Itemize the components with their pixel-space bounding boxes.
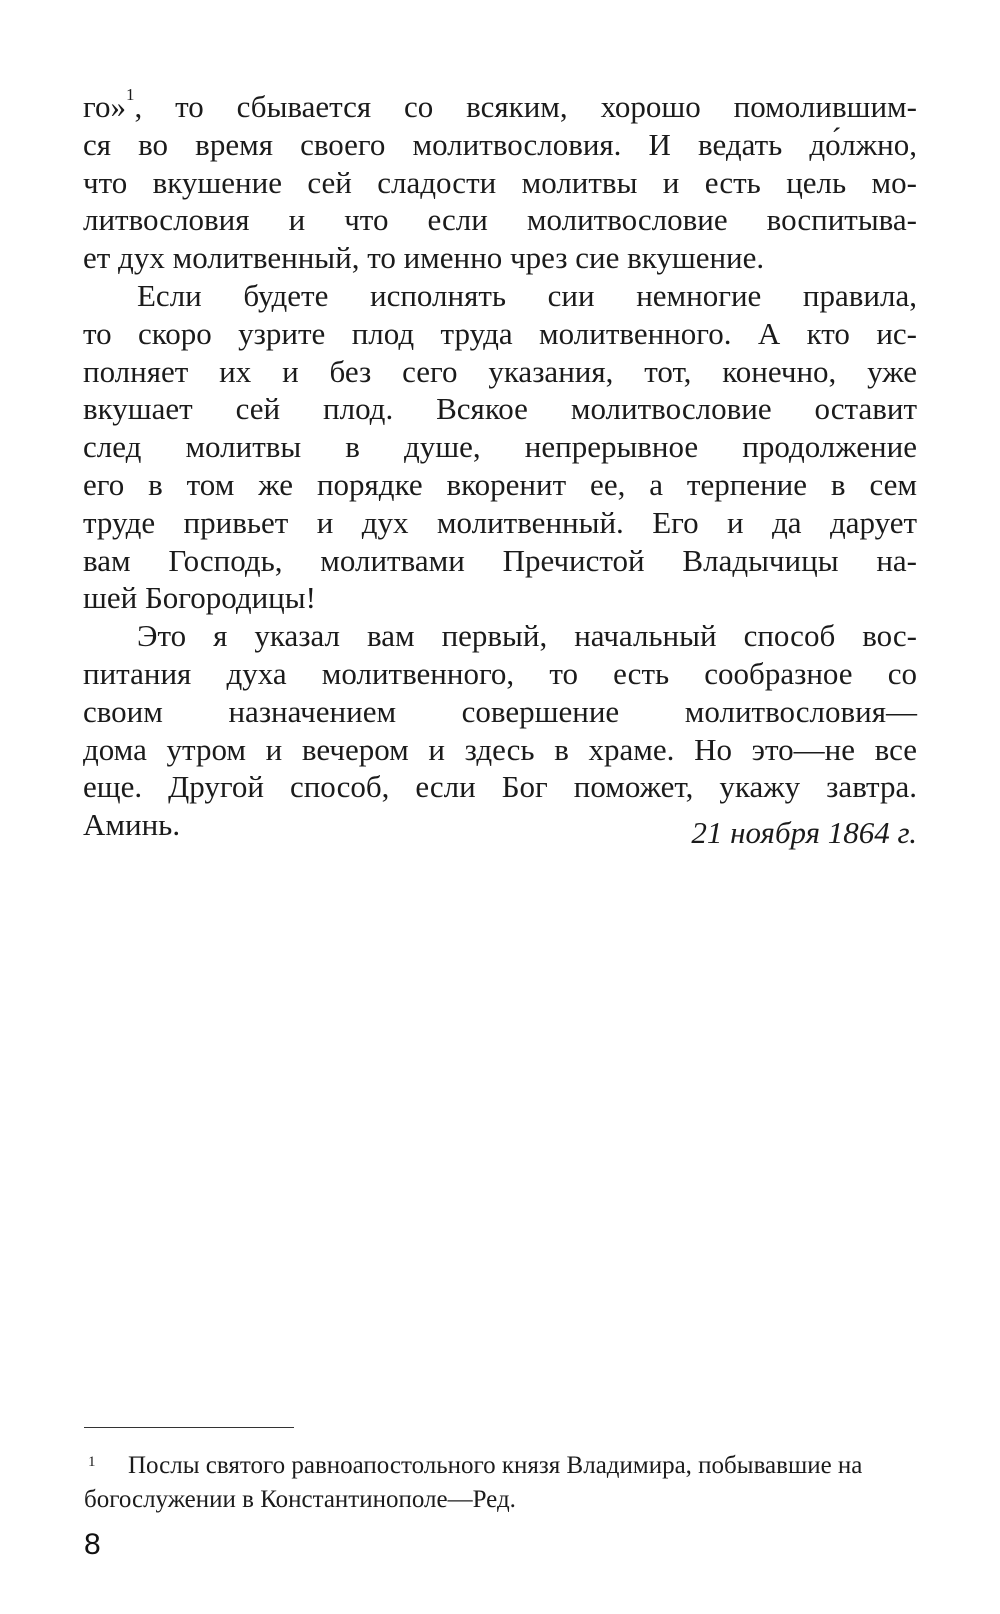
line-text: , то сбывается со всяким, хорошо помолившим-	[134, 89, 917, 124]
text-line	[83, 85, 917, 126]
text-line: труде привьет и дух молитвенный. Его и да дарует	[83, 504, 917, 540]
text-line: еще. Другой способ, если Бог поможет, укажу завтра.	[83, 769, 917, 805]
paragraph-3	[83, 617, 917, 844]
footnote-marker: 1	[88, 1454, 96, 1470]
text-line: его в том же порядке вкоренит ее, а терпение в сем	[83, 466, 917, 502]
text-line: шей Богородицы!	[83, 580, 316, 616]
text-line: своим назначением совершение молитвословия—	[83, 693, 917, 729]
paragraph-1	[83, 85, 917, 277]
text-line: питания духа молитвенного, то есть сообразное со	[83, 655, 917, 691]
text-line: Это я указал вам первый, начальный способ вос-	[137, 618, 917, 654]
text-line: ет дух молитвенный, то именно чрез сие вкушение.	[83, 240, 765, 276]
footnote-line: Послы святого равноапостольного князя Владимира, побывавшие на	[128, 1452, 863, 1479]
text-line: литвословия и что если молитвословие воспитыва-	[83, 202, 917, 238]
footnote-reference[interactable]: 1	[125, 85, 135, 104]
text-line: след молитвы в душе, непрерывное продолжение	[83, 429, 917, 465]
text-line: вкушает сей плод. Всякое молитвословие оставит	[83, 391, 917, 427]
footnote	[84, 1449, 917, 1517]
paragraph-2	[83, 277, 917, 617]
text-line: полняет их и без сего указания, тот, конечно, уже	[83, 353, 917, 389]
page-number: 8	[84, 1528, 101, 1561]
text-line: что вкушение сей сладости молитвы и есть цель мо-	[83, 164, 917, 200]
text-line: Если будете исполнять сии немногие правила,	[137, 277, 917, 313]
text-line: дома утром и вечером и здесь в храме. Но это—не все	[83, 731, 917, 767]
text-line: ся во время своего молитвословия. И ведать до́лжно,	[83, 126, 917, 162]
main-text	[83, 85, 917, 844]
text-line: вам Господь, молитвами Пречистой Владычицы на-	[83, 542, 917, 578]
text-line: Аминь.	[83, 807, 181, 843]
line-text: го»	[83, 89, 126, 124]
sermon-date: 21 ноября 1864 г.	[691, 815, 917, 850]
footnote-divider	[84, 1427, 294, 1428]
text-line: то скоро узрите плод труда молитвенного. А кто ис-	[83, 315, 917, 351]
footnote-line: богослужении в Константинополе—Ред.	[84, 1486, 516, 1513]
